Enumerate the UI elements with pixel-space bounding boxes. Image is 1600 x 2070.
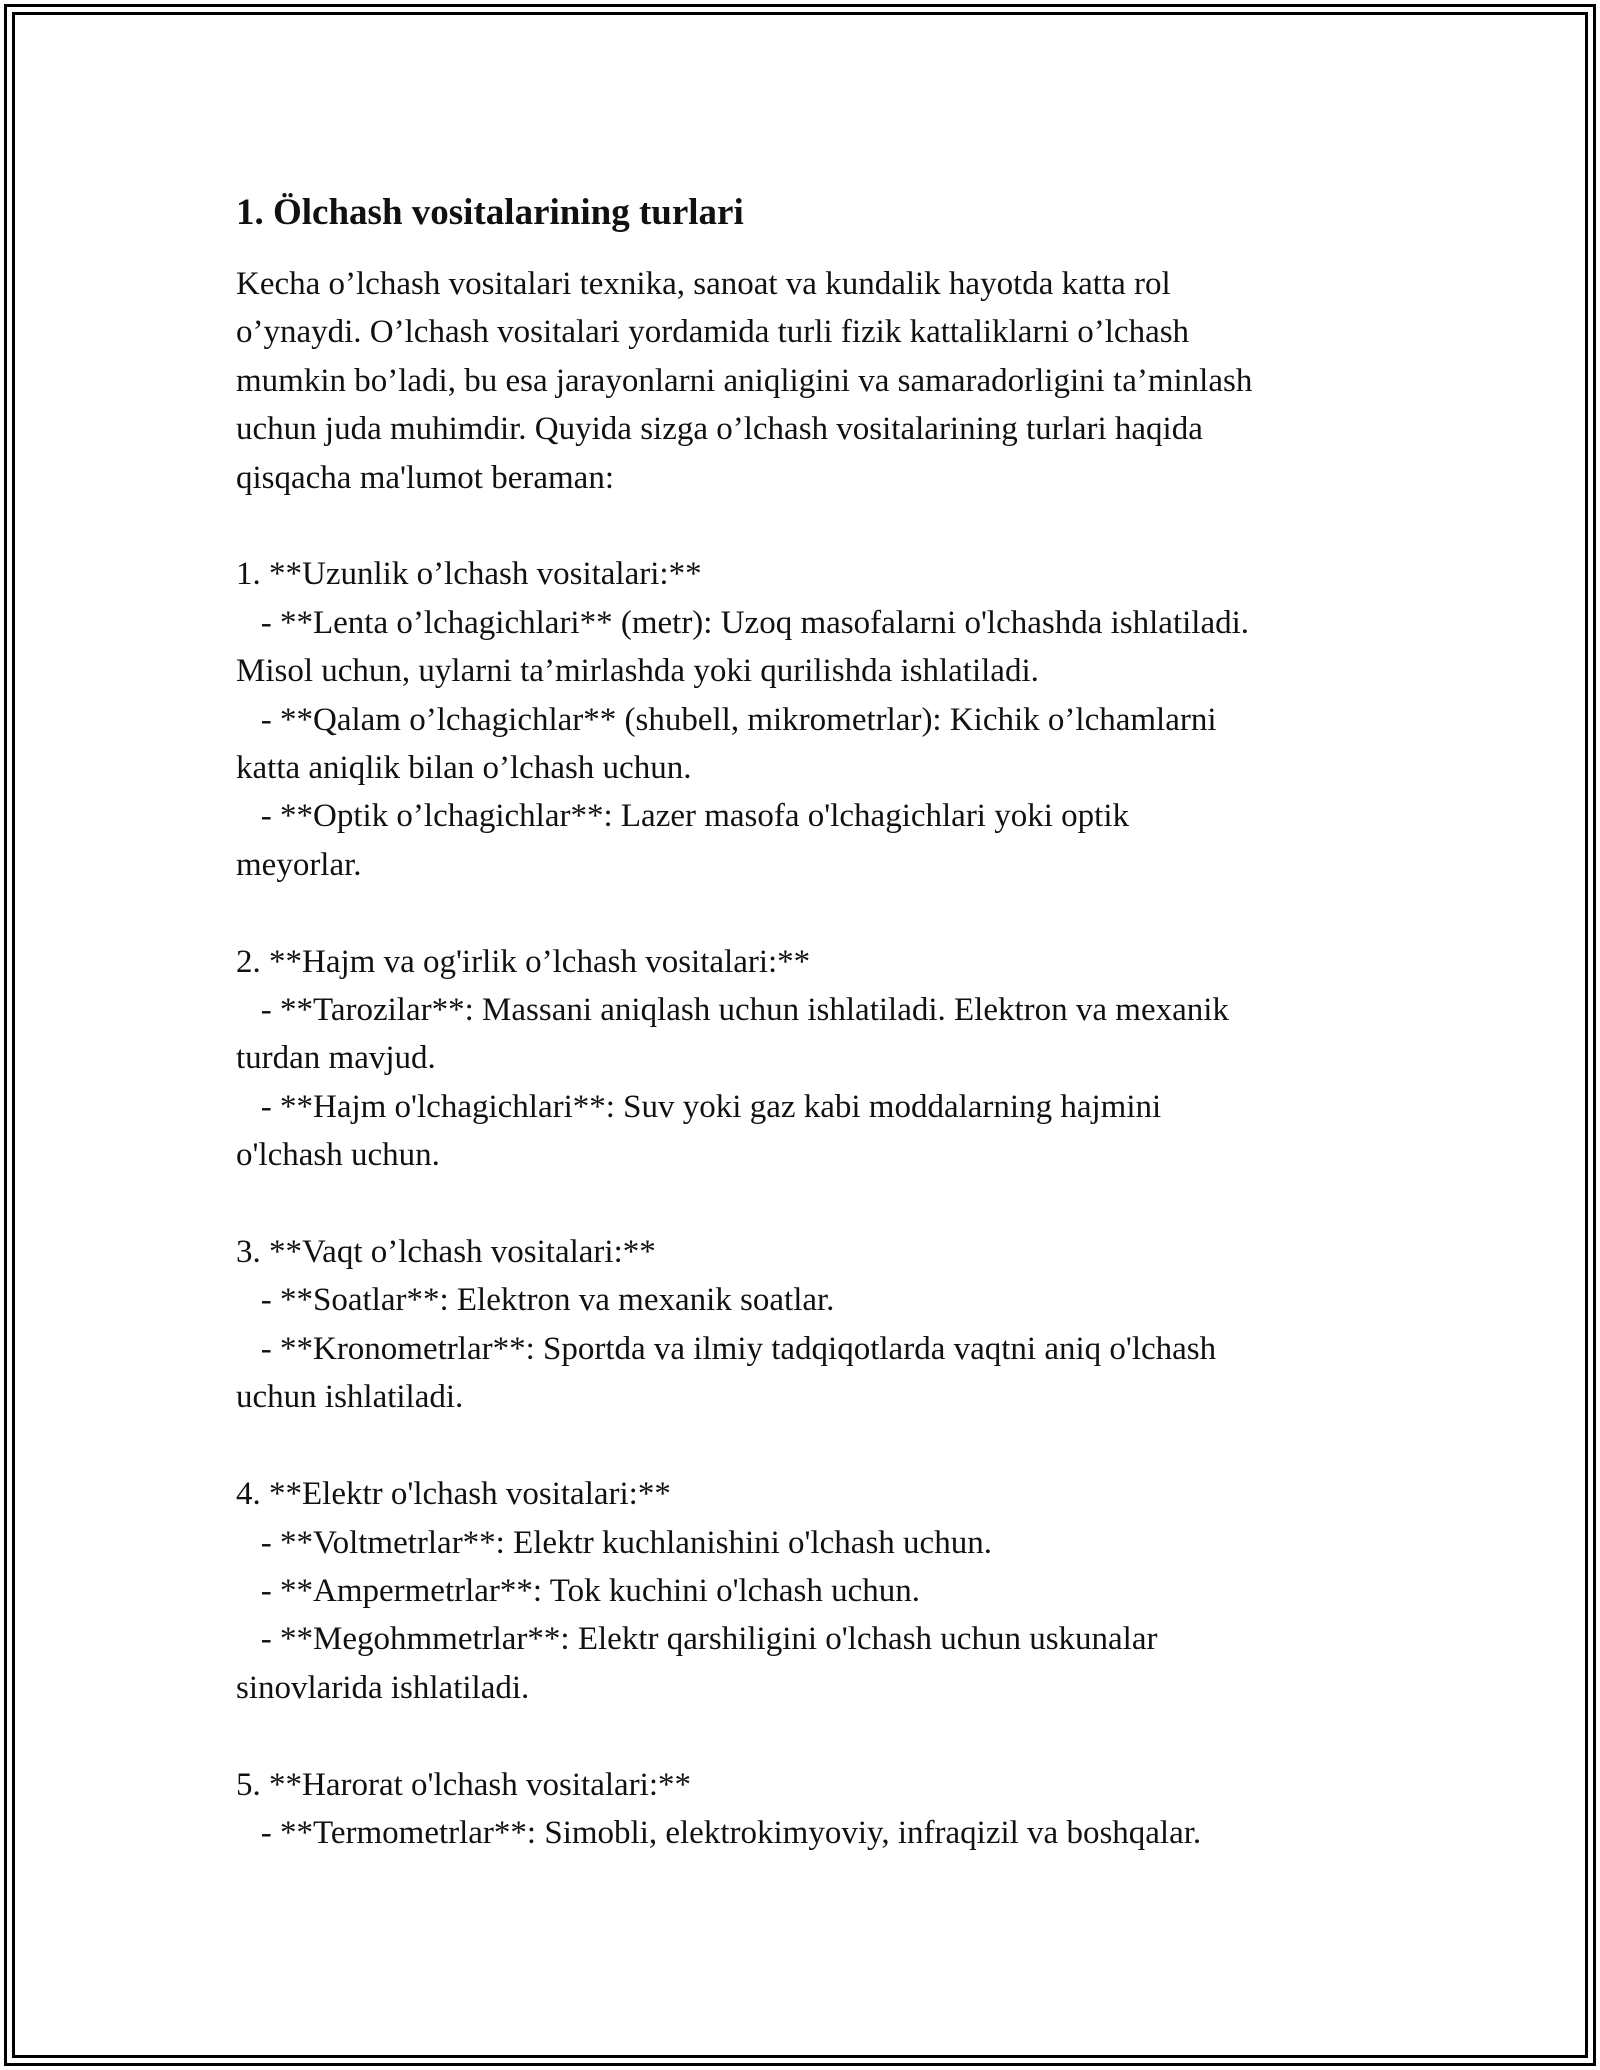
body-line: qisqacha ma'lumot beraman: [236,459,614,496]
list-item-line: Misol uchun, uylarni ta’mirlashda yoki qurilishda ishlatiladi. [236,653,1039,690]
list-item-line: - **Qalam o’lchagichlar** (shubell, mikrometrlar): Kichik o’lchamlarni [236,701,1217,738]
list-item-line: sinovlarida ishlatiladi. [236,1669,530,1706]
list-item-line: - **Kronometrlar**: Sportda va ilmiy tadqiqotlarda vaqtni aniq o'lchash [236,1330,1217,1367]
list-item-line: - **Tarozilar**: Massani aniqlash uchun ishlatiladi. Elektron va mexanik [236,992,1229,1029]
paragraph-spacer [236,1712,1386,1760]
body-line: uchun juda muhimdir. Quyida sizga o’lchash vositalarining turlari haqida [236,411,1203,448]
paragraph-spacer [236,889,1386,937]
list-item-line: - **Optik o’lchagichlar**: Lazer masofa o'lchagichlari yoki optik [236,798,1129,835]
list-item-line: katta aniqlik bilan o’lchash uchun. [236,750,692,787]
paragraph-spacer [236,1422,1386,1470]
body-line: Kecha o’lchash vositalari texnika, sanoat va kundalik hayotda katta rol [236,266,1171,302]
list-heading: 4. **Elektr o'lchash vositalari:** [236,1476,671,1513]
list-item-line: - **Lenta o’lchagichlari** (metr): Uzoq masofalarni o'lchashda ishlatiladi. [236,604,1250,641]
list-item-line: - **Megohmmetrlar**: Elektr qarshiligini o'lchash uchun uskunalar [236,1621,1158,1658]
list-item-line: - **Hajm o'lchagichlari**: Suv yoki gaz kabi moddalarning hajmini [236,1088,1162,1125]
list-item-line: - **Voltmetrlar**: Elektr kuchlanishini o'lchash uchun. [236,1524,992,1561]
list-item-line: turdan mavjud. [236,1040,436,1077]
document-body [236,186,1386,1857]
list-item-line: uchun ishlatiladi. [236,1379,464,1416]
list-heading: 5. **Harorat o'lchash vositalari:** [236,1766,691,1803]
list-item-line: - **Termometrlar**: Simobli, elektrokimyoviy, infraqizil va boshqalar. [236,1814,1202,1851]
list-item-line: - **Ampermetrlar**: Tok kuchini o'lchash uchun. [236,1572,920,1609]
list-item-line: o'lchash uchun. [236,1137,440,1174]
paragraph-spacer [236,1180,1386,1228]
paragraph-spacer [236,502,1386,550]
body-line: o’ynaydi. O’lchash vositalari yordamida turli fizik kattaliklarni o’lchash [236,314,1190,351]
list-heading: 3. **Vaqt o’lchash vositalari:** [236,1234,656,1271]
section-heading: 1. Ölchash vositalarining turlari [236,192,744,233]
body-line: mumkin bo’ladi, bu esa jarayonlarni aniqligini va samaradorligini ta’minlash [236,362,1253,399]
list-heading: 2. **Hajm va og'irlik o’lchash vositalari:** [236,943,811,980]
list-heading: 1. **Uzunlik o’lchash vositalari:** [236,556,702,593]
list-item-line: - **Soatlar**: Elektron va mexanik soatlar. [236,1282,835,1319]
list-item-line: meyorlar. [236,846,362,883]
